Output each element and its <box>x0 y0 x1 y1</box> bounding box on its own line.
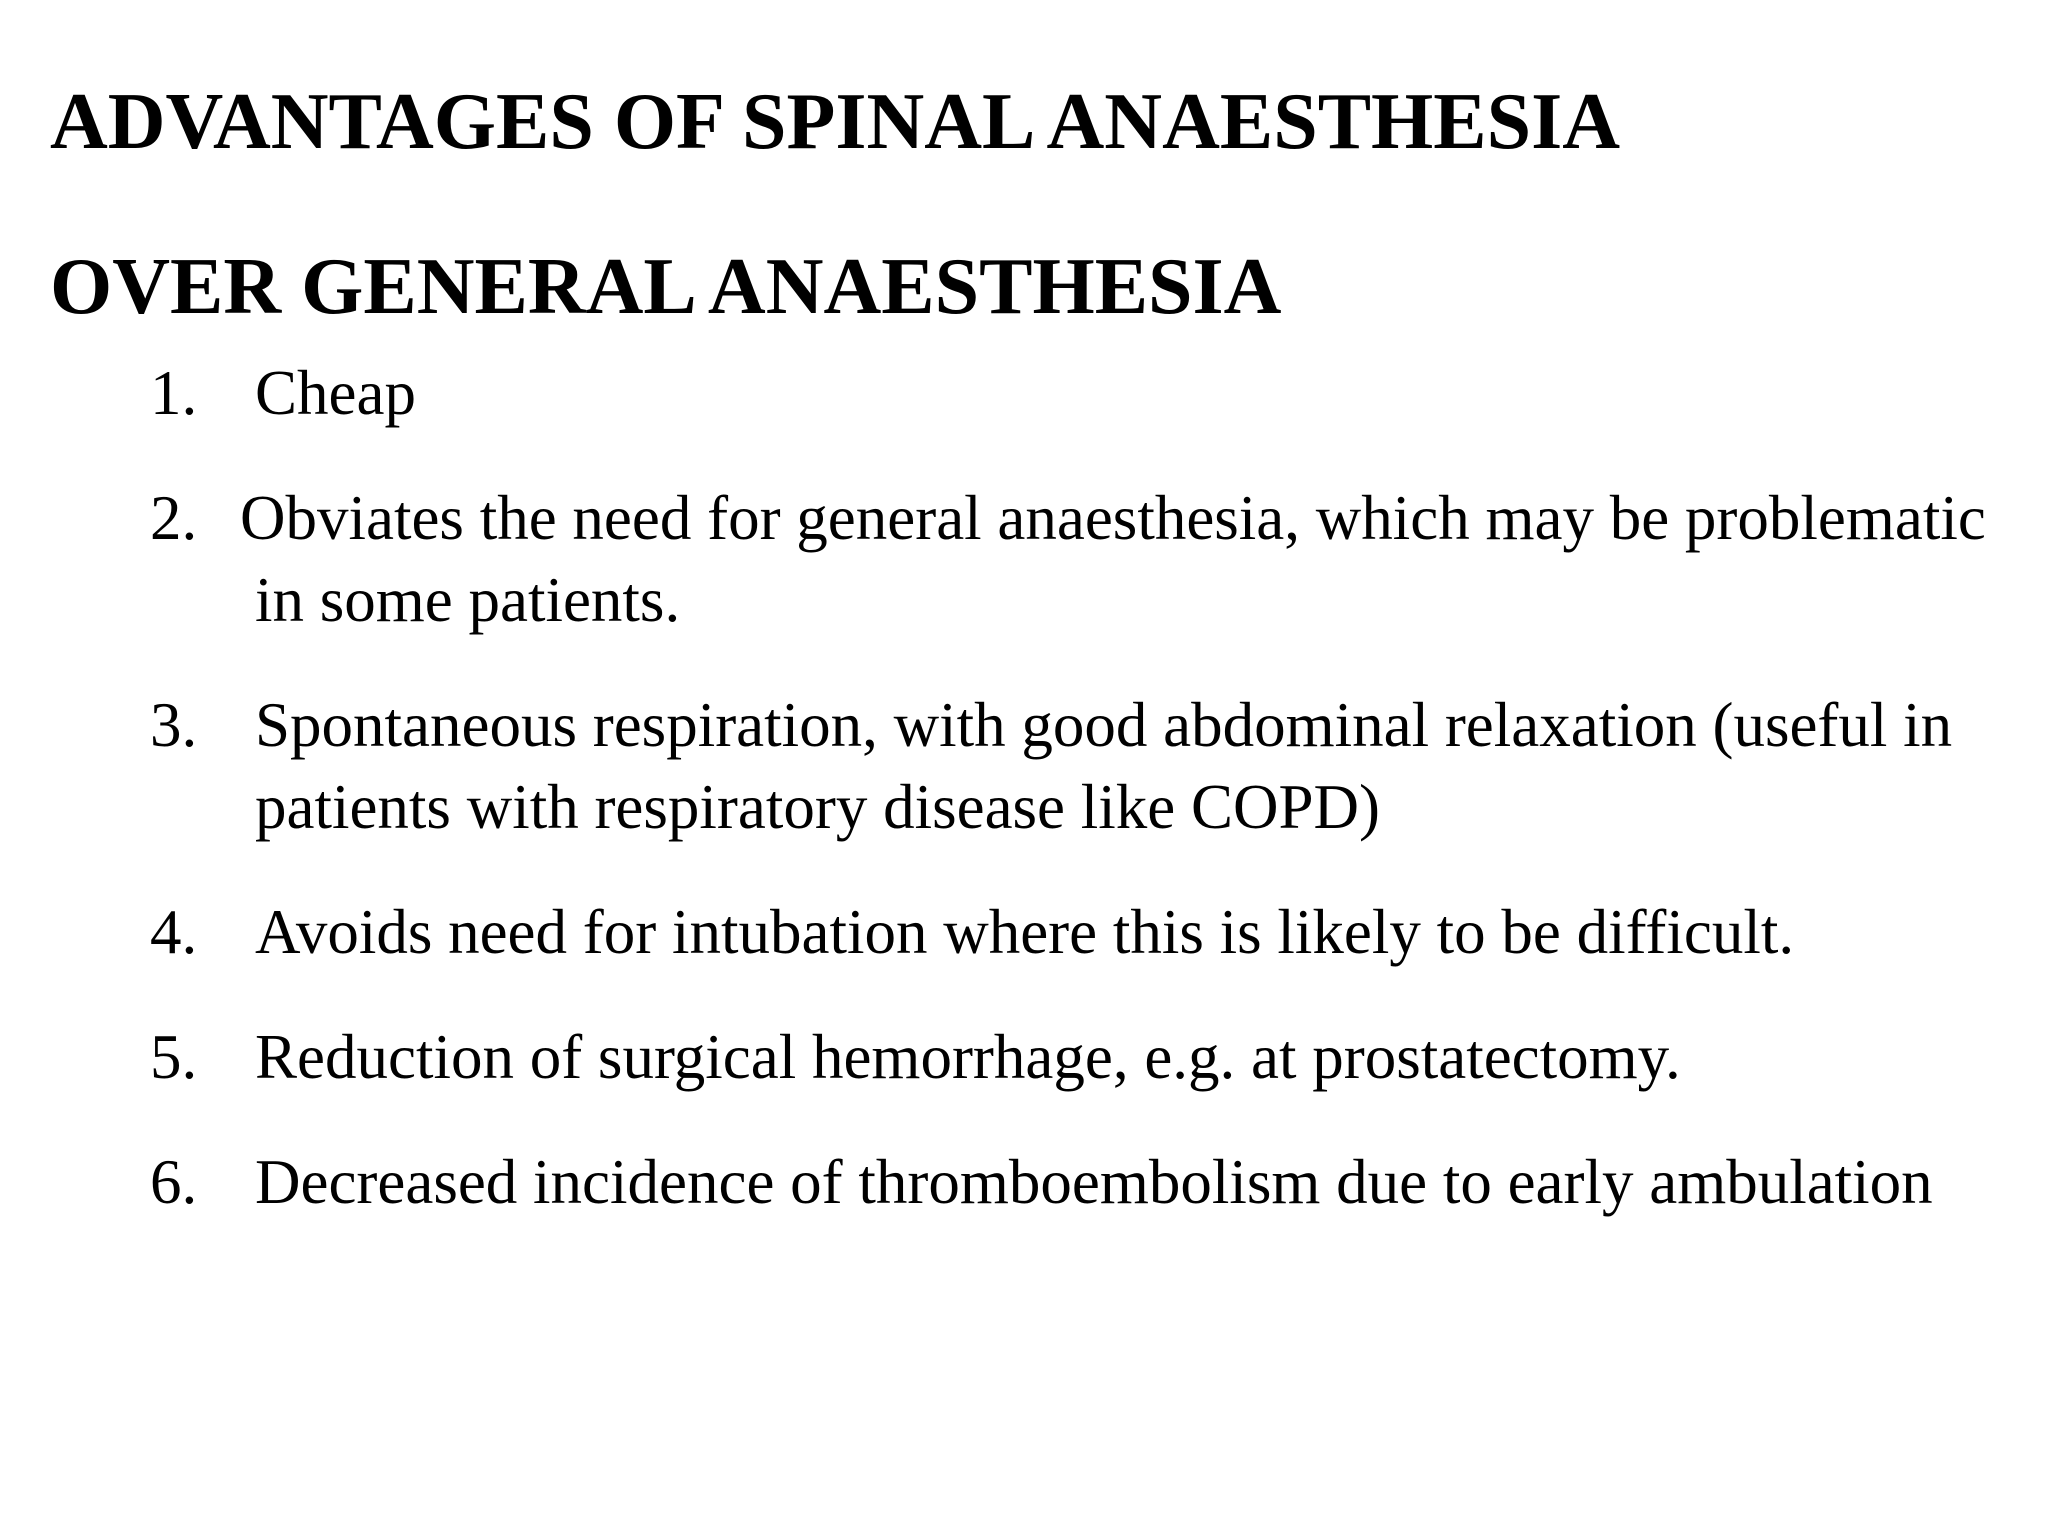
list-item-number: 5. <box>150 1022 198 1092</box>
list-item-text: Spontaneous respiration, with good abdominal relaxation (useful in patients with respiratory disease like COPD) <box>255 690 1953 842</box>
list-item-number: 1. <box>150 358 198 428</box>
list-item <box>150 891 2010 973</box>
advantages-list <box>150 352 2010 1266</box>
list-item-text: Decreased incidence of thromboembolism due to early ambulation <box>255 1147 1933 1217</box>
list-item-text: Avoids need for intubation where this is likely to be difficult. <box>255 897 1795 967</box>
list-item-text: Reduction of surgical hemorrhage, e.g. at prostatectomy. <box>255 1022 1681 1092</box>
list-item-text: Obviates the need for general anaesthesia, which may be problematic in some patients. <box>240 483 1986 635</box>
list-item <box>150 1141 2010 1223</box>
list-item-text: Cheap <box>255 358 416 428</box>
list-item <box>150 477 2010 641</box>
slide-title-line-2: OVER GENERAL ANAESTHESIA <box>50 243 1282 331</box>
slide-title <box>50 40 2010 370</box>
slide-title-line-1: ADVANTAGES OF SPINAL ANAESTHESIA <box>50 78 1621 166</box>
list-item-number: 4. <box>150 897 198 967</box>
list-item-number: 6. <box>150 1147 198 1217</box>
list-item-number: 2. <box>150 483 198 553</box>
list-item <box>150 684 2010 848</box>
list-item <box>150 1016 2010 1098</box>
list-item <box>150 352 2010 434</box>
list-item-number: 3. <box>150 690 198 760</box>
